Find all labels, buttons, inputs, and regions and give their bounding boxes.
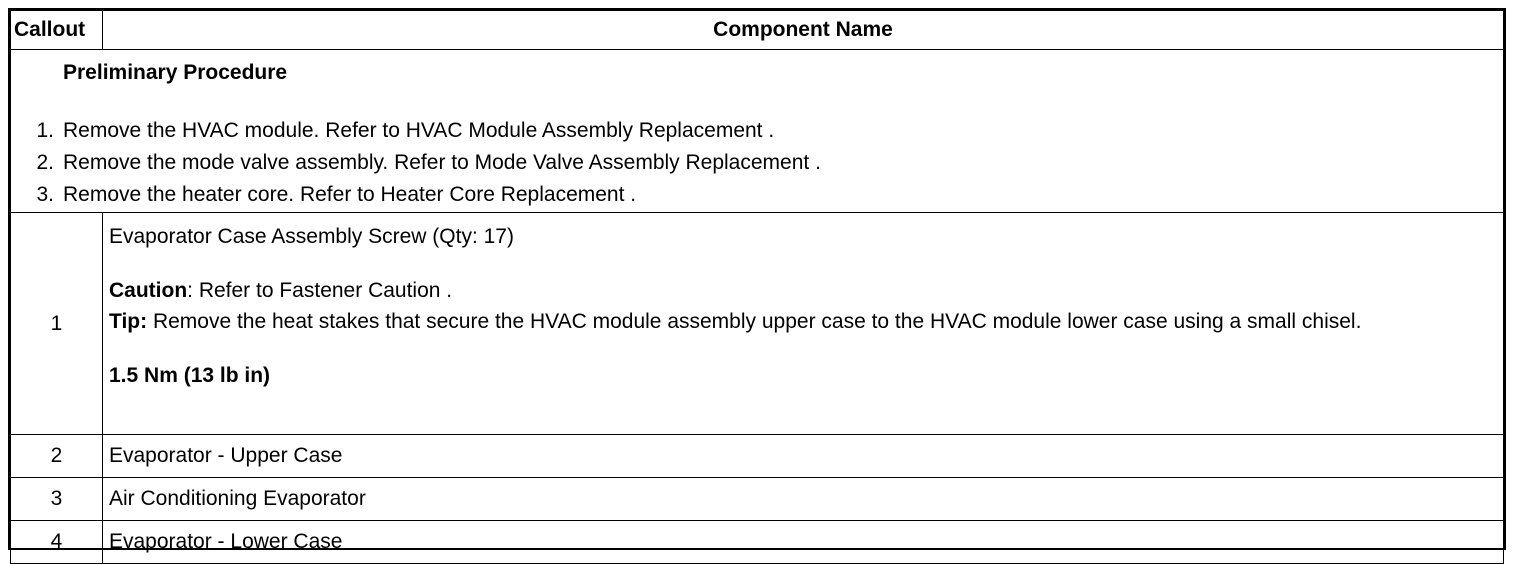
torque-spec: 1.5 Nm (13 lb in) xyxy=(109,364,271,387)
caution-line xyxy=(109,275,1503,306)
callout-number: 2 xyxy=(11,435,103,478)
component-table xyxy=(10,10,1504,564)
table-row xyxy=(11,213,1504,435)
component-name: Evaporator - Lower Case xyxy=(103,521,1504,564)
table-row xyxy=(11,521,1504,564)
step-text: Remove the heater core. Refer to Heater Core Replacement . xyxy=(63,183,637,206)
component-name: Air Conditioning Evaporator xyxy=(103,478,1504,521)
list-item xyxy=(11,147,1503,179)
table-row xyxy=(11,478,1504,521)
header-row xyxy=(11,11,1504,50)
callout-number: 3 xyxy=(11,478,103,521)
tip-line xyxy=(109,306,1503,337)
tip-label: Tip: xyxy=(109,310,148,333)
list-item xyxy=(11,115,1503,147)
preliminary-row xyxy=(11,50,1504,213)
step-text: Remove the mode valve assembly. Refer to Mode Valve Assembly Replacement . xyxy=(63,151,821,174)
component-name: Evaporator Case Assembly Screw (Qty: 17) xyxy=(109,225,514,248)
callout-number: 1 xyxy=(11,213,103,435)
preliminary-procedure-cell xyxy=(11,50,1504,213)
callout-header: Callout xyxy=(11,11,103,50)
caution-text: : Refer to Fastener Caution . xyxy=(187,279,453,302)
callout-number: 4 xyxy=(11,521,103,564)
list-item xyxy=(11,179,1503,211)
tip-text: Remove the heat stakes that secure the HVAC module assembly upper case to the HVAC module lower case using a small chisel. xyxy=(147,310,1362,333)
component-name: Evaporator - Upper Case xyxy=(103,435,1504,478)
component-name-header: Component Name xyxy=(103,11,1504,50)
component-detail-cell xyxy=(103,213,1504,435)
step-number: 3. xyxy=(36,183,54,206)
step-text: Remove the HVAC module. Refer to HVAC Module Assembly Replacement . xyxy=(63,119,775,142)
component-table-frame xyxy=(8,8,1506,553)
caution-label: Caution xyxy=(109,279,188,302)
preliminary-procedure-title: Preliminary Procedure xyxy=(63,61,288,84)
table-row xyxy=(11,435,1504,478)
step-number: 1. xyxy=(36,119,54,142)
preliminary-steps-list xyxy=(11,115,1503,211)
step-number: 2. xyxy=(36,151,54,174)
